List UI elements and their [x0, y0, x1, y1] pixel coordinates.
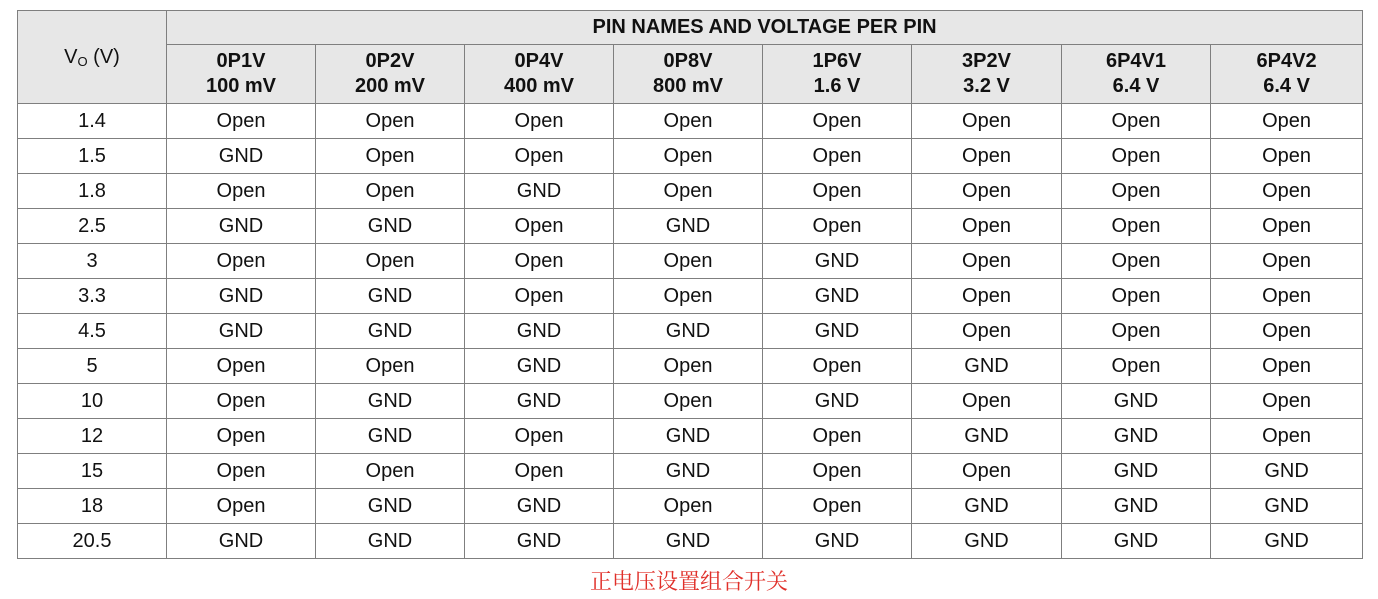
- pin-voltage-table: [17, 10, 1363, 559]
- pin-voltage: 3.2 V: [963, 75, 1010, 97]
- pin-state-cell: Open: [912, 314, 1062, 349]
- pin-state-cell: Open: [316, 139, 465, 174]
- pin-state-cell: GND: [316, 209, 465, 244]
- pin-state-cell: Open: [912, 384, 1062, 419]
- vo-cell: 2.5: [18, 209, 167, 244]
- pin-state-cell: GND: [1062, 384, 1211, 419]
- pin-state-cell: GND: [167, 279, 316, 314]
- pin-state-cell: Open: [465, 209, 614, 244]
- pin-state-cell: Open: [465, 104, 614, 139]
- table-row: [18, 244, 1363, 279]
- pin-voltage: 100 mV: [205, 75, 277, 97]
- pin-header-0p8v: [614, 45, 763, 104]
- vo-cell: 1.8: [18, 174, 167, 209]
- pin-state-cell: Open: [465, 244, 614, 279]
- pin-state-cell: Open: [1062, 209, 1211, 244]
- pin-state-cell: Open: [763, 139, 912, 174]
- pin-state-cell: Open: [614, 174, 763, 209]
- pin-state-cell: Open: [912, 139, 1062, 174]
- pin-state-cell: Open: [167, 174, 316, 209]
- pin-state-cell: GND: [316, 489, 465, 524]
- caption: 正电压设置组合开关: [589, 570, 788, 595]
- pin-header-6p4v2: [1211, 45, 1363, 104]
- pin-state-cell: GND: [912, 349, 1062, 384]
- pin-header-1p6v: [763, 45, 912, 104]
- pin-state-cell: Open: [316, 174, 465, 209]
- pin-state-cell: Open: [167, 454, 316, 489]
- pin-state-cell: GND: [1062, 419, 1211, 454]
- pin-state-cell: Open: [912, 104, 1062, 139]
- pin-state-cell: GND: [763, 279, 912, 314]
- vo-cell: 1.5: [18, 139, 167, 174]
- pin-name: 0P2V: [365, 50, 415, 72]
- table-row: [18, 174, 1363, 209]
- pin-header-0p2v: [316, 45, 465, 104]
- pin-state-cell: Open: [1062, 244, 1211, 279]
- pin-state-cell: GND: [912, 524, 1062, 559]
- pin-name: 0P4V: [514, 50, 564, 72]
- table-row: [18, 104, 1363, 139]
- pin-state-cell: GND: [316, 419, 465, 454]
- pin-state-cell: Open: [763, 174, 912, 209]
- pin-state-cell: GND: [465, 524, 614, 559]
- pin-voltage: 800 mV: [652, 75, 724, 97]
- table-row: [18, 349, 1363, 384]
- pin-state-cell: GND: [465, 349, 614, 384]
- pin-state-cell: GND: [614, 419, 763, 454]
- pin-state-cell: Open: [1211, 349, 1363, 384]
- pin-state-cell: Open: [1211, 174, 1363, 209]
- pin-state-cell: Open: [167, 489, 316, 524]
- pin-state-cell: GND: [167, 209, 316, 244]
- table-row: [18, 489, 1363, 524]
- pin-state-cell: GND: [763, 314, 912, 349]
- pin-state-cell: Open: [614, 279, 763, 314]
- vo-header-sub: O: [77, 53, 88, 69]
- pin-state-cell: GND: [316, 314, 465, 349]
- vo-cell: 20.5: [18, 524, 167, 559]
- pin-state-cell: Open: [1062, 174, 1211, 209]
- vo-cell: 3: [18, 244, 167, 279]
- pin-state-cell: Open: [614, 384, 763, 419]
- pin-state-cell: GND: [465, 384, 614, 419]
- pin-state-cell: Open: [167, 104, 316, 139]
- table-row: [18, 279, 1363, 314]
- pin-voltage: 400 mV: [503, 75, 575, 97]
- pin-header-0p4v: [465, 45, 614, 104]
- table-row: [18, 384, 1363, 419]
- pin-state-cell: Open: [465, 139, 614, 174]
- pin-state-cell: GND: [1062, 454, 1211, 489]
- pin-state-cell: GND: [912, 419, 1062, 454]
- table-row: [18, 419, 1363, 454]
- pin-state-cell: GND: [167, 139, 316, 174]
- pin-state-cell: GND: [763, 384, 912, 419]
- pin-state-cell: GND: [763, 524, 912, 559]
- pin-state-cell: Open: [1211, 314, 1363, 349]
- pin-state-cell: GND: [614, 209, 763, 244]
- pin-state-cell: Open: [1211, 139, 1363, 174]
- pin-state-cell: Open: [316, 244, 465, 279]
- pin-state-cell: GND: [316, 279, 465, 314]
- pin-state-cell: Open: [614, 104, 763, 139]
- pin-state-cell: Open: [1062, 104, 1211, 139]
- pin-name: 6P4V2: [1256, 50, 1317, 72]
- header-row-pins: [18, 45, 1363, 104]
- vo-header-main: V: [64, 45, 78, 68]
- pin-header-0p1v: [167, 45, 316, 104]
- pin-state-cell: GND: [614, 524, 763, 559]
- table-row: [18, 524, 1363, 559]
- pin-state-cell: GND: [167, 524, 316, 559]
- pin-state-cell: Open: [763, 454, 912, 489]
- table-body: [18, 104, 1363, 559]
- pin-state-cell: GND: [614, 454, 763, 489]
- pin-state-cell: Open: [465, 279, 614, 314]
- table-row: [18, 209, 1363, 244]
- pin-state-cell: Open: [763, 489, 912, 524]
- pin-state-cell: Open: [912, 279, 1062, 314]
- pin-state-cell: Open: [1062, 139, 1211, 174]
- vo-cell: 1.4: [18, 104, 167, 139]
- pin-voltage: 200 mV: [354, 75, 426, 97]
- pin-voltage: 6.4 V: [1112, 75, 1160, 97]
- pin-state-cell: Open: [763, 419, 912, 454]
- pin-name: 6P4V1: [1105, 50, 1167, 72]
- vo-header: [18, 11, 167, 104]
- pin-state-cell: Open: [912, 174, 1062, 209]
- pin-state-cell: Open: [1211, 104, 1363, 139]
- vo-cell: 15: [18, 454, 167, 489]
- pin-state-cell: Open: [316, 454, 465, 489]
- pin-state-cell: Open: [614, 489, 763, 524]
- pin-state-cell: Open: [1211, 209, 1363, 244]
- pin-state-cell: GND: [763, 244, 912, 279]
- table-row: [18, 314, 1363, 349]
- pin-state-cell: Open: [465, 454, 614, 489]
- pin-state-cell: Open: [1211, 279, 1363, 314]
- vo-cell: 10: [18, 384, 167, 419]
- pin-header-6p4v1: [1062, 45, 1211, 104]
- pin-name: 3P2V: [962, 50, 1011, 72]
- pin-state-cell: Open: [167, 349, 316, 384]
- pin-state-cell: Open: [1062, 314, 1211, 349]
- pin-state-cell: GND: [316, 384, 465, 419]
- pin-state-cell: GND: [465, 314, 614, 349]
- pin-name: 1P6V: [812, 50, 862, 72]
- pin-state-cell: GND: [614, 314, 763, 349]
- pin-state-cell: GND: [1062, 489, 1211, 524]
- pin-state-cell: GND: [912, 489, 1062, 524]
- vo-cell: 3.3: [18, 279, 167, 314]
- vo-cell: 4.5: [18, 314, 167, 349]
- pin-name: 0P8V: [663, 50, 713, 72]
- pin-state-cell: Open: [763, 104, 912, 139]
- pin-state-cell: GND: [316, 524, 465, 559]
- pin-state-cell: GND: [1062, 524, 1211, 559]
- pin-state-cell: GND: [1211, 524, 1363, 559]
- pin-state-cell: Open: [167, 419, 316, 454]
- table-header: [18, 11, 1363, 104]
- pin-state-cell: Open: [614, 244, 763, 279]
- pin-state-cell: GND: [1211, 454, 1363, 489]
- pin-voltage: 1.6 V: [813, 75, 861, 97]
- vo-cell: 18: [18, 489, 167, 524]
- pin-header-3p2v: [912, 45, 1062, 104]
- pin-state-cell: GND: [465, 174, 614, 209]
- vo-cell: 12: [18, 419, 167, 454]
- pin-state-cell: Open: [912, 209, 1062, 244]
- table-row: [18, 454, 1363, 489]
- pin-state-cell: GND: [167, 314, 316, 349]
- pin-state-cell: GND: [465, 489, 614, 524]
- pin-state-cell: Open: [1211, 244, 1363, 279]
- vo-cell: 5: [18, 349, 167, 384]
- pin-state-cell: Open: [465, 419, 614, 454]
- pin-state-cell: Open: [1062, 279, 1211, 314]
- pin-state-cell: Open: [763, 349, 912, 384]
- vo-header-unit: (V): [87, 45, 120, 68]
- pin-state-cell: Open: [316, 349, 465, 384]
- pin-state-cell: Open: [614, 139, 763, 174]
- pin-state-cell: Open: [167, 244, 316, 279]
- pin-voltage: 6.4 V: [1263, 75, 1310, 97]
- pin-state-cell: Open: [1211, 384, 1363, 419]
- pin-state-cell: GND: [1211, 489, 1363, 524]
- pin-name: 0P1V: [216, 50, 266, 72]
- group-header: PIN NAMES AND VOLTAGE PER PIN: [167, 11, 1363, 45]
- pin-state-cell: Open: [316, 104, 465, 139]
- pin-state-cell: Open: [167, 384, 316, 419]
- pin-state-cell: Open: [912, 454, 1062, 489]
- pin-state-cell: Open: [1211, 419, 1363, 454]
- pin-state-cell: Open: [1062, 349, 1211, 384]
- table-row: [18, 139, 1363, 174]
- pin-state-cell: Open: [763, 209, 912, 244]
- pin-state-cell: Open: [614, 349, 763, 384]
- header-row-top: [18, 11, 1363, 45]
- pin-state-cell: Open: [912, 244, 1062, 279]
